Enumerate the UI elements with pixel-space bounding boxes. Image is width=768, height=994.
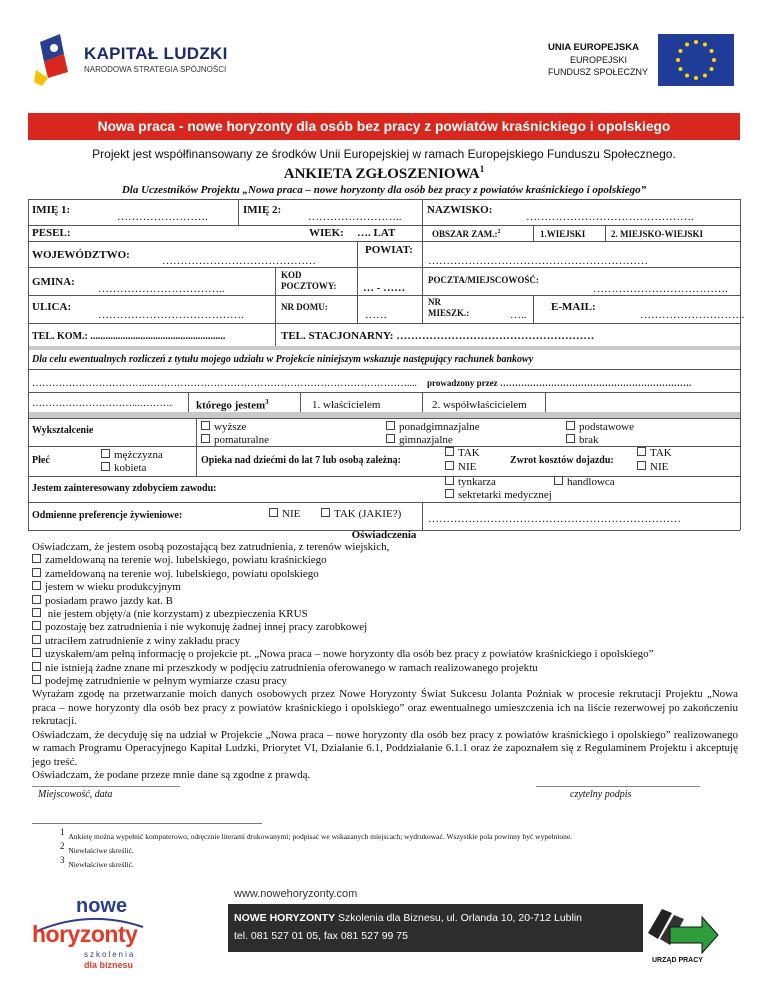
footnote [60,855,134,869]
education-upper-secondary-option[interactable] [386,421,480,434]
declaration-item-text: pozostaję bez zatrudnienia i nie wykonuję żadnej innej pracy zarobkowej [45,621,368,634]
diet-no-text: NIE [282,508,301,520]
form-title-footnote-ref: 1 [479,164,485,174]
gender-male-text: mężczyzna [114,449,163,461]
street-field[interactable]: …………………………………. [98,309,244,321]
post-town-label: POCZTA/MIEJSCOWOŚĆ: [428,275,539,285]
declaration-item-text: uzyskałem/am pełną informację o projekcie pt. „Nowa praca – nowe horyzonty dla osób bez pracy z powiatów kraśnickiego i opolskiego” [45,648,654,661]
declaration-item[interactable] [32,648,738,661]
bank-account-intro: Dla celu ewentualnych rozliczeń z tytułu mojego udziału w Projekcie niniejszym wskazuje następujący rachunek bankowy [32,354,534,365]
education-post-secondary-option[interactable] [201,434,269,447]
owner-option-joint[interactable]: 2. współwłaścicielem [432,399,527,411]
email-field[interactable]: ……………………….. [640,309,745,321]
account-owner-footnote-ref: 3 [265,398,269,406]
voivodeship-field[interactable]: …………………………………… [162,255,316,267]
education-label: Wykształcenie [32,425,94,436]
education-none-checkbox[interactable] [566,434,575,443]
gender-female-text: kobieta [114,462,147,474]
diet-details-field[interactable]: …………………………………………………………… [428,513,681,525]
surname-label: NAZWISKO: [427,204,493,216]
kapital-ludzki-logo [34,32,234,88]
education-lower-secondary-checkbox[interactable] [386,434,395,443]
declaration-item-text: nie istnieją żadne znane mi przeszkody w podjęciu zatrudnienia oferowanego w ramach realizowanego projektu [45,661,538,674]
declaration-checkbox[interactable] [32,635,41,644]
profession-plasterer-option[interactable] [445,476,496,489]
declaration-checkbox[interactable] [32,648,41,657]
footnote [60,827,572,841]
county-field[interactable]: …………………………………………………… [428,255,648,267]
first-name-field[interactable]: ……………………. [117,211,208,223]
account-owner-field[interactable]: …………………………...………. [32,398,172,409]
declaration-checkbox[interactable] [32,568,41,577]
declaration-checkbox[interactable] [32,621,41,630]
childcare-no-checkbox[interactable] [445,461,454,470]
second-name-label: IMIĘ 2: [243,204,282,216]
childcare-yes-option[interactable] [445,447,480,460]
eu-line-1: UNIA EUROPEJSKA [548,42,639,53]
profession-medical-secretary-checkbox[interactable] [445,489,454,498]
education-higher-text: wyższe [214,421,247,433]
kapital-ludzki-title: KAPITAŁ LUDZKI [84,44,228,63]
eu-line-3: FUNDUSZ SPOŁECZNY [548,67,649,77]
voivodeship-label: WOJEWÓDZTWO: [32,249,130,261]
data-consent-paragraph: Wyrażam zgodę na przetwarzanie moich danych osobowych przez Nowe Horyzonty Świat Sukcesu Jolanta Pożniak w procesie rekrutacji Projektu „Nowa praca – nowe horyzonty dla osób bez pracy z powiatów kraśnickiego i opolskiego” oraz ewentualnego umieszczenia ich na liście rezerwowej po zakończeniu rekrutacji. [32,688,738,728]
gender-female-option[interactable] [101,462,146,475]
area-option-urban-rural[interactable]: 2. MIEJSKO-WIEJSKI [611,229,704,239]
street-label: ULICA: [32,301,72,313]
education-upper-secondary-text: ponadgimnazjalne [399,421,480,433]
childcare-label: Opieka nad dziećmi do lat 7 lub osobą zależną: [201,455,402,466]
pesel-label: PESEL: [32,227,71,239]
declaration-item-text: nie jestem objęty/a (nie korzystam) z ubezpieczenia KRUS [45,608,308,621]
second-name-field[interactable]: …………………….. [308,211,402,223]
profession-medical-secretary-text: sekretarki medycznej [458,489,552,501]
bank-name-field[interactable]: prowadzony przez ………………………………………………………. [427,378,692,388]
travel-refund-label: Zwrot kosztów dojazdu: [510,455,614,466]
form-subtitle: Dla Uczestników Projektu „Nowa praca – nowe horyzonty dla osób bez pracy z powiatów kraśnickiego i opolskiego” [121,184,647,196]
form-title [0,164,768,183]
urzad-pracy-arrow-icon [640,905,720,955]
post-town-field[interactable]: ………………………………. [593,283,728,295]
area-label-text: OBSZAR ZAM.: [432,229,498,239]
travel-refund-no-text: NIE [650,461,669,473]
profession-salesperson-option[interactable] [554,476,615,489]
declaration-item[interactable] [32,621,738,634]
declaration-item[interactable] [32,608,738,621]
childcare-yes-checkbox[interactable] [445,447,454,456]
declaration-item[interactable] [32,554,738,567]
diet-yes-option[interactable] [321,508,401,521]
declaration-intro: Oświadczam, że jestem osobą pozostającą bez zatrudnienia, z terenów wiejskich, [32,541,390,553]
declaration-item[interactable] [32,635,738,648]
declaration-item[interactable] [32,675,738,688]
age-field[interactable]: …. LAT [357,227,396,239]
first-name-label: IMIĘ 1: [32,204,71,216]
logo-word-dla-biznesu: dla biznesu [84,960,134,970]
profession-label: Jestem zainteresowany zdobyciem zawodu: [32,483,217,494]
footnote-text: Ankietę można wypełnić komputerowo, odręcznie literami drukowanymi; podpisać we wskazanych miejscach; wydrukować. Wszystkie pola powinny być wypełnione. [68,831,573,841]
declaration-checkbox[interactable] [32,554,41,563]
participation-paragraph: Oświadczam, że decyduję się na udział w Projekcie „Nowa praca – nowe horyzonty dla osób bez pracy z powiatów kraśnickiego i opolskiego” realizowanego w ramach Programu Operacyjnego Kapitał Ludzki, Priorytet VI, Działanie 6.1, Poddziałanie 6.1.1 oraz że zapoznałem się z Regulaminem Projektu i akceptuję jego treść. [32,728,738,768]
education-none-option[interactable] [566,434,599,447]
education-none-text: brak [579,434,599,446]
education-post-secondary-checkbox[interactable] [201,434,210,443]
commune-field[interactable]: …………………………….. [98,283,225,295]
declaration-checkbox[interactable] [32,581,41,590]
account-owner-label-text: którego jestem [196,399,266,412]
eu-line-2: EUROPEJSKI [570,55,628,65]
declarations-body [32,541,738,782]
footer-brand: NOWE HORYZONTY [234,912,336,924]
logo-word-horyzonty: horyzonty [32,921,138,947]
truthfulness-paragraph: Oświadczam, że podane przeze mnie dane są zgodne z prawdą. [32,768,311,781]
education-lower-secondary-text: gimnazjalne [399,434,453,446]
diet-yes-text: TAK (JAKIE?) [334,508,402,520]
declaration-item[interactable] [32,662,738,675]
declaration-item-text: utraciłem zatrudnienie z winy zakładu pracy [45,634,241,647]
gender-female-checkbox[interactable] [101,462,110,471]
childcare-yes-text: TAK [458,447,480,459]
declaration-item[interactable] [32,595,738,608]
gender-male-checkbox[interactable] [101,449,110,458]
declaration-item-text: jestem w wieku produkcyjnym [45,581,181,594]
landline-phone-field[interactable]: TEL. STACJONARNY: ……………………………………………… [281,330,595,342]
travel-refund-no-option[interactable] [637,461,668,474]
declaration-item[interactable] [32,581,738,594]
house-number-label: NR DOMU: [281,302,328,312]
declaration-checkbox[interactable] [32,662,41,671]
house-number-field[interactable]: …… [365,309,387,321]
logo-word-szkolenia: szkolenia [84,950,136,959]
footnote-number: 1 [60,827,65,837]
eu-logo [548,34,738,90]
declaration-checkbox[interactable] [32,595,41,604]
diet-yes-checkbox[interactable] [321,508,330,517]
declaration-item-text: podejmę zatrudnienie w pełnym wymiarze czasu pracy [45,675,287,688]
profession-medical-secretary-option[interactable] [445,489,552,502]
education-lower-secondary-option[interactable] [386,434,453,447]
gender-label: Płeć [32,455,50,466]
cofinanced-note: Projekt jest współfinansowany ze środków Unii Europejskiej w ramach Europejskiego Funduszu Społecznego. [92,147,676,161]
diet-no-option[interactable] [269,508,300,521]
commune-label: GMINA: [32,276,75,288]
footer-banner [228,904,643,952]
county-label: POWIAT: [365,244,413,256]
travel-refund-yes-option[interactable] [637,447,672,460]
childcare-no-text: NIE [458,461,477,473]
title-banner-text: Nowa praca - nowe horyzonty dla osób bez pracy z powiatów kraśnickiego i opolskiego [97,119,671,134]
profession-plasterer-text: tynkarza [458,476,496,488]
footer-url[interactable]: www.nowehoryzonty.com [234,888,358,900]
footer-address: Szkolenia dla Biznesu, ul. Orlanda 10, 20-712 Lublin [335,912,583,924]
education-higher-checkbox[interactable] [201,421,210,430]
urzad-pracy-text: URZĄD PRACY [652,957,703,964]
declarations-heading: Oświadczenia [351,529,417,541]
signature-line[interactable] [536,786,700,787]
education-primary-checkbox[interactable] [566,421,575,430]
owner-option-sole[interactable]: 1. właścicielem [312,399,381,411]
declaration-item[interactable] [32,568,738,581]
kapital-ludzki-subtitle: NARODOWA STRATEGIA SPÓJNOŚCI [84,65,227,74]
travel-refund-yes-text: TAK [650,447,672,459]
footer-phone: tel. 081 527 01 05, fax 081 527 99 75 [234,930,408,942]
area-label [432,229,501,239]
postal-code-label-1: KOD [281,270,302,280]
surname-field[interactable]: ………………………………………. [526,211,694,223]
email-label: E-MAIL: [551,301,596,313]
education-post-secondary-text: pomaturalne [214,434,269,446]
area-option-rural[interactable]: 1.WIEJSKI [540,229,586,239]
bank-account-field[interactable]: ……………………………..…………………………………………………………………….... [32,378,417,389]
urzad-pracy-logo [640,905,720,977]
footnote-number: 3 [60,855,65,865]
area-footnote-ref: 2 [497,229,501,235]
eu-flag-icon [658,34,734,86]
nowe-horyzonty-logo [30,893,170,975]
profession-plasterer-checkbox[interactable] [445,476,454,485]
age-label: WIEK: [309,227,344,239]
profession-salesperson-checkbox[interactable] [554,476,563,485]
form-title-text: ANKIETA ZGŁOSZENIOWA [283,166,480,182]
place-date-label: Miejscowość, data [38,789,113,800]
diet-label: Odmienne preferencje żywieniowe: [32,510,183,521]
gender-male-option[interactable] [101,449,163,462]
education-primary-option[interactable] [566,421,634,434]
signature-label: czytelny podpis [570,789,632,800]
flat-number-field[interactable]: ….. [510,309,527,321]
diet-no-checkbox[interactable] [269,508,278,517]
footnote [60,841,134,855]
declaration-checkbox[interactable] [32,675,41,684]
postal-code-label-2: POCZTOWY: [281,281,337,291]
place-date-line[interactable] [32,786,180,787]
travel-refund-no-checkbox[interactable] [637,461,646,470]
education-primary-text: podstawowe [579,421,634,433]
childcare-no-option[interactable] [445,461,476,474]
declaration-item-text: zameldowaną na terenie woj. lubelskiego, powiatu kraśnickiego [45,554,327,567]
flat-number-label-1: NR [428,297,441,307]
footnote-text: Niewłaściwe skreślić. [68,845,134,855]
flat-number-label-2: MIESZK.: [428,308,470,318]
mobile-phone-field[interactable]: TEL. KOM.: ...................................................... [32,331,226,342]
footer-address-line [234,912,582,924]
education-upper-secondary-checkbox[interactable] [386,421,395,430]
travel-refund-yes-checkbox[interactable] [637,447,646,456]
account-owner-label [196,398,269,412]
declaration-item-text: zameldowaną na terenie woj. lubelskiego, powiatu opolskiego [45,567,319,580]
logo-word-nowe: nowe [76,895,128,917]
education-higher-option[interactable] [201,421,246,434]
profession-salesperson-text: handlowca [567,476,615,488]
kapital-ludzki-emblem-icon [34,32,76,86]
title-banner [28,113,740,140]
postal-code-field[interactable]: … - …… [363,282,406,294]
declaration-checkbox[interactable] [32,608,41,617]
declaration-item-text: posiadam prawo jazdy kat. B [45,594,173,607]
footnote-text: Niewłaściwe skreślić. [68,859,134,869]
footnote-number: 2 [60,841,65,851]
footnote-separator [32,823,262,824]
